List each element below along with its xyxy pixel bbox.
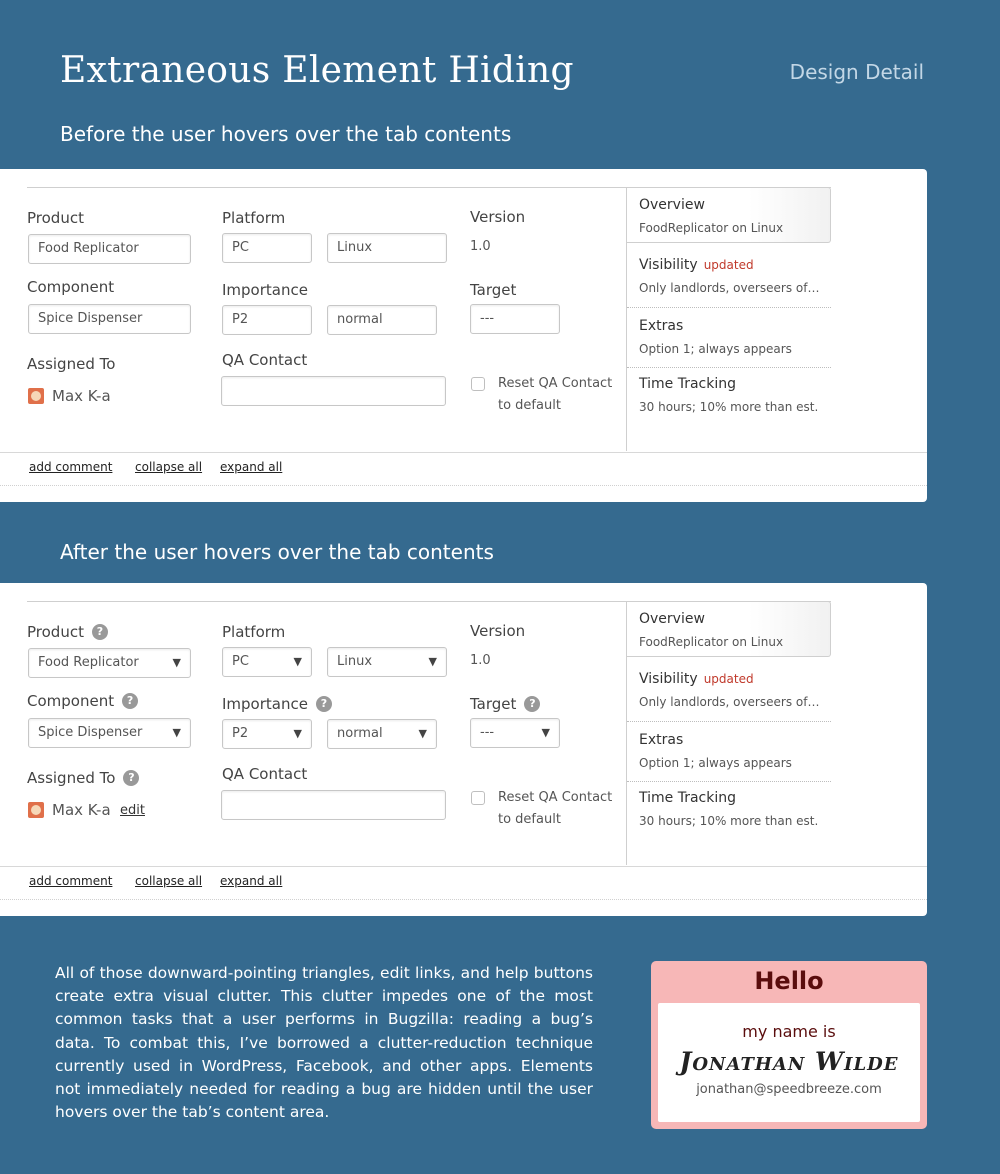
name-tag (651, 961, 927, 1129)
extras-sub: Option 1; always appears (639, 342, 792, 356)
component-label (27, 278, 114, 296)
qa-contact-label (222, 765, 307, 783)
help-icon[interactable]: ? (316, 696, 332, 712)
component-value: Spice Dispenser (38, 311, 143, 326)
overview-title: Overview (639, 197, 705, 213)
dropdown-caret-icon[interactable]: ▼ (172, 726, 181, 739)
tab-overview[interactable] (627, 601, 831, 657)
visibility-sub: Only landlords, overseers of… (639, 281, 820, 295)
version-value: 1.0 (470, 239, 491, 254)
design-detail-label: Design Detail (789, 60, 924, 84)
product-value: Food Replicator (38, 241, 139, 256)
updated-badge: updated (703, 672, 754, 686)
overview-sub: FoodReplicator on Linux (639, 221, 784, 235)
priority-select[interactable] (222, 719, 312, 749)
sidebar-divider (627, 781, 831, 782)
platform-hw-value: PC (232, 240, 249, 255)
name-tag-email[interactable]: jonathan@speedbreeze.com (696, 1082, 882, 1097)
component-label-text: Component (27, 692, 115, 710)
collapse-all-link[interactable]: collapse all (135, 874, 203, 888)
version-label (470, 622, 525, 640)
dropdown-caret-icon[interactable]: ▼ (293, 727, 302, 740)
assigned-to-label (27, 769, 139, 787)
component-select[interactable] (28, 718, 191, 748)
tab-time-tracking[interactable]: Time Tracking (639, 790, 736, 806)
product-field[interactable] (28, 234, 191, 264)
add-comment-link[interactable]: add comment (29, 460, 113, 474)
reset-qa-checkbox[interactable] (471, 791, 485, 805)
assigned-to-label-text: Assigned To (27, 355, 116, 373)
platform-os-select[interactable] (327, 647, 447, 677)
tab-visibility[interactable] (639, 671, 754, 687)
product-value: Food Replicator (38, 655, 139, 670)
assigned-to-label-text: Assigned To (27, 769, 116, 787)
tab-extras[interactable]: Extras (639, 732, 684, 748)
help-icon[interactable]: ? (123, 770, 139, 786)
platform-label-text: Platform (222, 623, 286, 641)
severity-field[interactable] (327, 305, 437, 335)
avatar-icon (28, 388, 44, 404)
tab-time-tracking[interactable]: Time Tracking (639, 376, 736, 392)
platform-label-text: Platform (222, 209, 286, 227)
actions-bottom-rule (0, 485, 927, 486)
avatar-icon (28, 802, 44, 818)
reset-qa-checkbox[interactable] (471, 377, 485, 391)
name-tag-my-name-is: my name is (742, 1022, 836, 1041)
platform-os-value: Linux (337, 240, 373, 255)
component-value: Spice Dispenser (38, 725, 143, 740)
target-select[interactable] (470, 718, 560, 748)
target-value: --- (480, 311, 495, 326)
dropdown-caret-icon[interactable]: ▼ (428, 655, 437, 668)
version-label (470, 208, 525, 226)
product-select[interactable] (28, 648, 191, 678)
importance-label (222, 695, 332, 713)
time-tracking-sub: 30 hours; 10% more than est. (639, 400, 819, 414)
add-comment-link[interactable]: add comment (29, 874, 113, 888)
time-tracking-sub: 30 hours; 10% more than est. (639, 814, 819, 828)
name-tag-name: Jonathan Wilde (679, 1047, 899, 1076)
bug-panel-after (0, 583, 927, 916)
tab-extras[interactable]: Extras (639, 318, 684, 334)
assignee-name: Max K-a (52, 387, 111, 405)
expand-all-link[interactable]: expand all (220, 874, 283, 888)
section-title-before: Before the user hovers over the tab contents (60, 122, 512, 146)
help-icon[interactable]: ? (122, 693, 138, 709)
description-text: All of those downward-pointing triangles, edit links, and help buttons create extra visual clutter. This clutter impedes one of the most common tasks that a user performs in Bugzilla: reading a bug’s data. To combat this, I’ve borrowed a clutter-reduction technique currently used in WordPress, Facebook, and other apps. Elements not immediately needed for reading a bug are hidden until the user hovers over the tab’s content area. (55, 964, 593, 1122)
name-tag-hello: Hello (754, 967, 824, 995)
component-field[interactable] (28, 304, 191, 334)
version-value: 1.0 (470, 653, 491, 668)
importance-label-text: Importance (222, 695, 308, 713)
priority-field[interactable] (222, 305, 312, 335)
platform-hw-value: PC (232, 654, 249, 669)
reset-qa-label[interactable]: Reset QA Contact to default (498, 376, 613, 413)
expand-all-link[interactable]: expand all (220, 460, 283, 474)
overview-sub: FoodReplicator on Linux (639, 635, 784, 649)
platform-os-value: Linux (337, 654, 373, 669)
target-label (470, 281, 516, 299)
visibility-title: Visibility (639, 257, 698, 273)
qa-contact-field[interactable] (221, 790, 446, 820)
edit-assignee-link[interactable]: edit (120, 803, 145, 818)
version-label-text: Version (470, 622, 526, 640)
collapse-all-link[interactable]: collapse all (135, 460, 203, 474)
page-title: Extraneous Element Hiding (60, 50, 574, 91)
help-icon[interactable]: ? (524, 696, 540, 712)
bug-panel-before (0, 169, 927, 502)
platform-label (222, 209, 285, 227)
tab-overview[interactable] (627, 187, 831, 243)
dropdown-caret-icon[interactable]: ▼ (172, 656, 181, 669)
version-label-text: Version (470, 208, 526, 226)
component-label-text: Component (27, 278, 115, 296)
tab-visibility[interactable] (639, 257, 754, 273)
overview-title: Overview (639, 611, 705, 627)
platform-hw-field[interactable] (222, 233, 312, 263)
dropdown-caret-icon[interactable]: ▼ (541, 726, 550, 739)
priority-value: P2 (232, 726, 249, 741)
platform-os-field[interactable] (327, 233, 447, 263)
qa-contact-label-text: QA Contact (222, 765, 308, 783)
sidebar-divider (627, 307, 831, 308)
component-label (27, 692, 138, 710)
assigned-to-label (27, 355, 115, 373)
reset-qa-label[interactable]: Reset QA Contact to default (498, 790, 613, 827)
visibility-sub: Only landlords, overseers of… (639, 695, 820, 709)
actions-bottom-rule (0, 899, 927, 900)
tab-sidebar (626, 601, 832, 865)
platform-hw-select[interactable] (222, 647, 312, 677)
target-label-text: Target (470, 695, 517, 713)
sidebar-divider (627, 367, 831, 368)
tab-sidebar (626, 187, 832, 451)
importance-label-text: Importance (222, 281, 308, 299)
priority-value: P2 (232, 312, 249, 327)
product-label (27, 209, 84, 227)
visibility-title: Visibility (639, 671, 698, 687)
product-label-text: Product (27, 623, 84, 641)
extras-sub: Option 1; always appears (639, 756, 792, 770)
name-tag-inner (658, 1003, 920, 1122)
updated-badge: updated (703, 258, 754, 272)
target-value: --- (480, 725, 495, 740)
qa-contact-label (222, 351, 307, 369)
sidebar-divider (627, 721, 831, 722)
platform-label (222, 623, 285, 641)
target-label (470, 695, 540, 713)
product-label-text: Product (27, 209, 84, 227)
dropdown-caret-icon[interactable]: ▼ (418, 727, 427, 740)
severity-value: normal (337, 726, 383, 741)
target-field[interactable] (470, 304, 560, 334)
target-label-text: Target (470, 281, 517, 299)
qa-contact-field[interactable] (221, 376, 446, 406)
product-label (27, 623, 108, 641)
qa-contact-label-text: QA Contact (222, 351, 308, 369)
help-icon[interactable]: ? (92, 624, 108, 640)
severity-value: normal (337, 312, 383, 327)
dropdown-caret-icon[interactable]: ▼ (293, 655, 302, 668)
importance-label (222, 281, 308, 299)
assignee-name: Max K-a (52, 801, 111, 819)
section-title-after: After the user hovers over the tab contents (60, 540, 494, 564)
actions-rule (0, 866, 927, 867)
actions-rule (0, 452, 927, 453)
severity-select[interactable] (327, 719, 437, 749)
